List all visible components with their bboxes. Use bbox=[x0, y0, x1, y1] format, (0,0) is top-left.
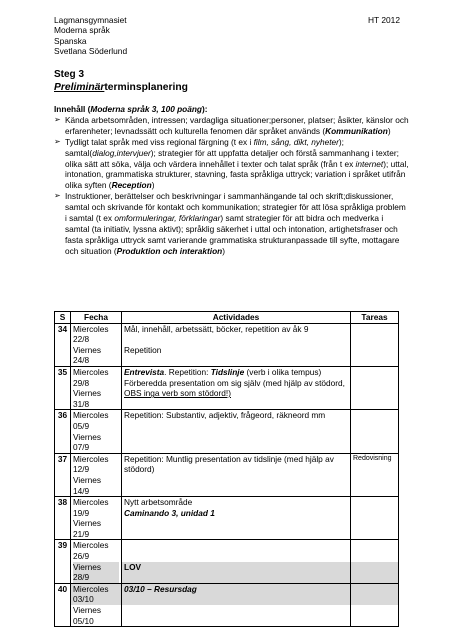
table-row bbox=[55, 410, 399, 453]
bullet-text: Tydligt talat språk med viss regional färgning (t ex i bbox=[65, 136, 254, 147]
date-line: 28/9 bbox=[73, 572, 119, 583]
activity-keyword: Entrevista bbox=[124, 366, 165, 377]
date-cell bbox=[71, 497, 122, 540]
date-cell bbox=[71, 540, 122, 583]
activity-line: Mål, innehåll, arbetssätt, böcker, repetition av åk 9 bbox=[124, 323, 309, 334]
date-line: Viernes bbox=[73, 518, 101, 529]
task-cell bbox=[351, 323, 399, 366]
date-cell bbox=[71, 410, 122, 453]
activity-line: OBS inga verb som stödord!) bbox=[124, 388, 231, 399]
holiday-label: LOV bbox=[122, 562, 350, 583]
week-number: 36 bbox=[55, 410, 71, 453]
task-cell: Redovisning bbox=[351, 453, 399, 496]
date-line: 03/10 bbox=[71, 594, 121, 605]
title-underlined: Preliminär bbox=[54, 82, 105, 93]
bullet-text: ); uttal, intonation, grammatiska strukturer, stavning, fasta språkliga uttryck; variation i språket utifrån olika syften ( bbox=[65, 158, 409, 191]
bullet-text-end: ) bbox=[222, 245, 225, 256]
date-line: 22/8 bbox=[73, 334, 90, 345]
course-name: Moderna språk bbox=[54, 25, 110, 36]
table-row bbox=[55, 366, 399, 409]
bullet-italic: internet bbox=[355, 158, 384, 169]
date-line: Viernes bbox=[73, 562, 119, 573]
table-row bbox=[55, 540, 399, 583]
content-bullet-list bbox=[54, 115, 409, 257]
bullet-communication bbox=[54, 115, 409, 137]
bullet-text: ); strategier för att uppfatta detaljer och förstå sammanhang i texter; olika sätt att söka, välja och värdera innehållet i texter och talat språk (från t ex bbox=[65, 147, 399, 169]
col-header-date: Fecha bbox=[71, 312, 122, 324]
date-line: 24/8 bbox=[73, 355, 90, 366]
activity-cell bbox=[122, 410, 351, 453]
date-line: Miercoles bbox=[73, 453, 109, 464]
table-header-row bbox=[55, 312, 399, 324]
content-section bbox=[54, 104, 409, 257]
date-line: Miercoles bbox=[73, 540, 109, 551]
content-course-label: Moderna språk 3, 100 poäng bbox=[90, 104, 203, 114]
date-cell bbox=[71, 583, 122, 626]
col-header-week: S bbox=[55, 312, 71, 324]
activity-line: stödord) bbox=[124, 464, 155, 475]
date-line: Viernes bbox=[73, 605, 101, 616]
language-name: Spanska bbox=[54, 35, 87, 46]
date-line: Viernes bbox=[73, 431, 101, 442]
document-header bbox=[54, 15, 127, 57]
activity-line: Caminando 3, unidad 1 bbox=[124, 507, 215, 518]
title-rest: terminsplanering bbox=[104, 82, 188, 93]
content-label-end: ): bbox=[202, 104, 208, 114]
task-cell bbox=[351, 497, 399, 540]
table-row bbox=[55, 453, 399, 496]
date-line: Miercoles bbox=[73, 323, 109, 334]
date-line: 21/9 bbox=[73, 528, 90, 539]
bullet-keyword: Produktion och interaktion bbox=[116, 245, 223, 256]
school-name: Lagmansgymnasiet bbox=[54, 15, 127, 25]
activity-line bbox=[124, 367, 348, 378]
week-number: 38 bbox=[55, 497, 71, 540]
date-cell bbox=[71, 366, 122, 409]
task-shaded bbox=[351, 584, 398, 605]
week-number: 37 bbox=[55, 453, 71, 496]
col-header-activities: Actividades bbox=[122, 312, 351, 324]
activity-line: Repetition: Muntlig presentation av tidslinje (med hjälp av bbox=[124, 453, 334, 464]
activity-line: Repetition: Substantiv, adjektiv, frågeord, räkneord mm bbox=[124, 410, 326, 421]
date-line: Miercoles bbox=[73, 366, 109, 377]
task-cell bbox=[351, 366, 399, 409]
content-label bbox=[54, 104, 409, 115]
date-line: 14/9 bbox=[73, 485, 90, 496]
date-line: 07/9 bbox=[73, 442, 90, 453]
activity-line: Nytt arbetsområde bbox=[124, 497, 193, 508]
page-title bbox=[54, 82, 188, 93]
week-number: 34 bbox=[55, 323, 71, 366]
content-label-text: Innehåll ( bbox=[54, 104, 91, 114]
date-line: 05/9 bbox=[73, 420, 90, 431]
bullet-italic: dialog,intervjuer bbox=[92, 147, 151, 158]
date-line: Viernes bbox=[73, 388, 101, 399]
bullet-text: ) samt strategier för att bidra och medverka i samtal (ta initiativ, lyssna aktivt); språklig säkerhet i uttal och intonation, artighetsfraser och fasta språkliga uttryck samt varierande grammatiska strukturanpassade till syfte, mottagare och situation ( bbox=[65, 213, 400, 256]
date-line: 31/8 bbox=[73, 398, 90, 409]
activity-keyword: Tidslinje bbox=[210, 366, 245, 377]
activity-cell bbox=[122, 366, 351, 409]
bullet-keyword: Reception bbox=[111, 180, 152, 191]
activity-cell bbox=[122, 453, 351, 496]
bullet-keyword: Kommunikation bbox=[325, 125, 388, 136]
date-line: Miercoles bbox=[71, 584, 121, 595]
date-line: Miercoles bbox=[73, 497, 109, 508]
step-heading: Steg 3 bbox=[54, 69, 85, 80]
bullet-text-end: ) bbox=[387, 125, 391, 136]
activity-line: Förberedda presentation om sig själv (med hjälp av stödord, bbox=[124, 377, 345, 388]
bullet-text: Kända arbetsområden, intressen; vardagliga situationer;personer, platser; åsikter, känslor och erfarenheter; levnadssätt och kulturella fenomen där språket används ( bbox=[65, 114, 409, 136]
col-header-tasks: Tareas bbox=[351, 312, 399, 324]
teacher-name: Svetlana Söderlund bbox=[54, 46, 128, 57]
activity-text: . Repetition: bbox=[164, 366, 211, 377]
date-line: Miercoles bbox=[73, 410, 109, 421]
task-cell bbox=[351, 540, 399, 583]
bullet-text-end: ) bbox=[151, 180, 155, 191]
arrow-bullet-icon: ➢ bbox=[54, 191, 61, 201]
bullet-production bbox=[54, 191, 409, 256]
arrow-bullet-icon: ➢ bbox=[54, 114, 61, 124]
table-row bbox=[55, 497, 399, 540]
date-line: 05/10 bbox=[73, 615, 94, 626]
bullet-text: ); samtal( bbox=[65, 136, 344, 158]
task-cell bbox=[351, 410, 399, 453]
date-cell bbox=[71, 323, 122, 366]
date-line: 26/9 bbox=[73, 551, 90, 562]
activity-cell bbox=[122, 323, 351, 366]
date-line: Viernes bbox=[73, 474, 101, 485]
task-shaded bbox=[351, 562, 398, 583]
date-line: Viernes bbox=[73, 344, 101, 355]
arrow-bullet-icon: ➢ bbox=[54, 136, 61, 146]
activity-line: Repetition bbox=[124, 344, 162, 355]
activity-cell bbox=[122, 540, 351, 583]
bullet-italic: omformuleringar, förklaringar bbox=[114, 213, 221, 224]
table-row bbox=[55, 323, 399, 366]
week-number: 40 bbox=[55, 583, 71, 626]
task-cell bbox=[351, 583, 399, 626]
date-line: 29/8 bbox=[73, 377, 90, 388]
activity-cell bbox=[122, 583, 351, 626]
date-line: 12/9 bbox=[73, 464, 90, 475]
activity-cell bbox=[122, 497, 351, 540]
bullet-reception bbox=[54, 137, 409, 192]
week-number: 35 bbox=[55, 366, 71, 409]
table-row bbox=[55, 583, 399, 626]
week-number: 39 bbox=[55, 540, 71, 583]
bullet-italic: film, sång, dikt, nyheter bbox=[253, 136, 339, 147]
schedule-table bbox=[54, 311, 399, 627]
activity-text: (verb i olika tempus) bbox=[244, 366, 322, 377]
date-cell bbox=[71, 453, 122, 496]
term-label: HT 2012 bbox=[368, 15, 400, 25]
bullet-text: Instruktioner, berättelser och beskrivningar i sammanhängande tal och skrift;diskussioner, samtal och skrivande för kontakt och kommunikation; strategier för att lösa språkliga problem i samtal (t ex bbox=[65, 191, 406, 224]
date-line: 19/9 bbox=[73, 507, 90, 518]
resource-day-label: 03/10 – Resursdag bbox=[122, 584, 350, 605]
